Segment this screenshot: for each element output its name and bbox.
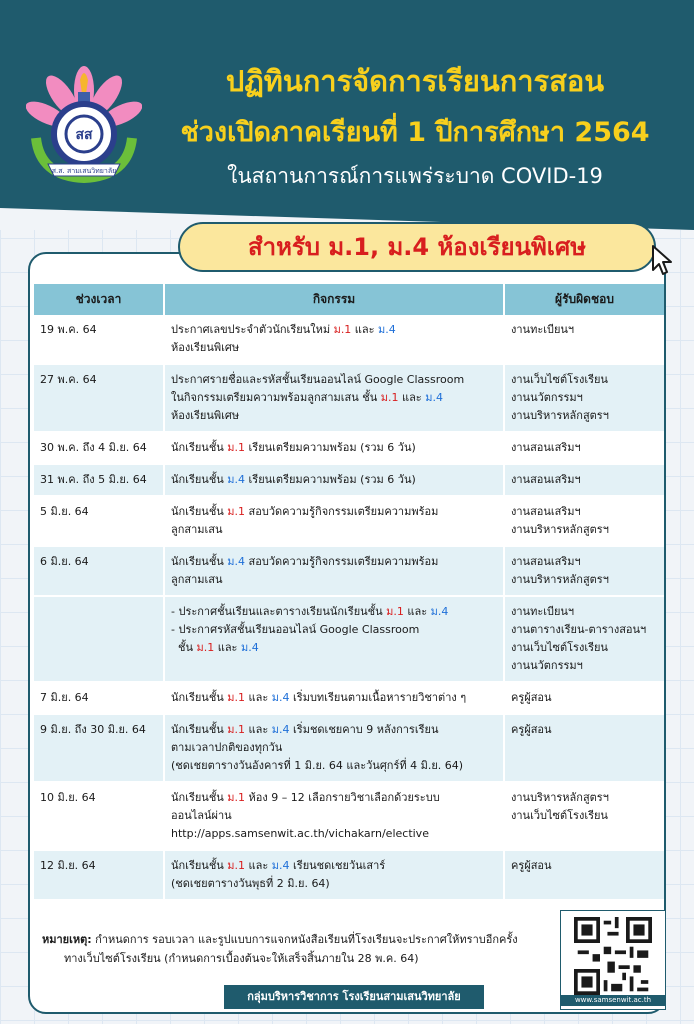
- school-logo: [26, 60, 142, 186]
- activity-text: สอบวัดความรู้กิจกรรมเตรียมความพร้อม: [245, 505, 439, 518]
- and-text: และ: [245, 723, 272, 736]
- responsible: งานบริหารหลักสูตรฯ: [511, 409, 609, 422]
- grade-m4: ม.4: [240, 641, 259, 654]
- qr-code[interactable]: [560, 910, 666, 1010]
- activity-text: (ชดเชยตารางวันอังคารที่ 1 มิ.ย. 64 และวันศุกร์ที่ 4 มิ.ย. 64): [171, 759, 464, 772]
- and-text: และ: [245, 691, 272, 704]
- table-row: [34, 464, 664, 496]
- page-title: ปฏิทินการจัดการเรียนการสอน: [225, 64, 605, 98]
- responsible: งานเว็บไซต์โรงเรียน: [511, 373, 608, 386]
- row-date: 6 มิ.ย. 64: [34, 546, 164, 596]
- table-row: [34, 714, 664, 782]
- activity-text: - ประกาศชั้นเรียนและตารางเรียนนักเรียนชั้น: [171, 605, 387, 618]
- activity-text: เรียนชดเชยวันเสาร์: [289, 859, 386, 872]
- table-header-row: [34, 284, 664, 315]
- footnote-label: หมายเหตุ:: [42, 933, 92, 946]
- activity-text: นักเรียนชั้น: [171, 723, 228, 736]
- row-date: 31 พ.ค. ถึง 5 มิ.ย. 64: [34, 464, 164, 496]
- table-row: [34, 850, 664, 900]
- schedule-table: [34, 284, 664, 901]
- row-responsible: [504, 364, 664, 432]
- table-row: [34, 546, 664, 596]
- row-activity: [164, 464, 504, 496]
- row-date: 10 มิ.ย. 64: [34, 782, 164, 850]
- grade-m1: ม.1: [227, 791, 246, 804]
- activity-text: นักเรียนชั้น: [171, 859, 228, 872]
- page-subtitle: ช่วงเปิดภาคเรียนที่ 1 ปีการศึกษา 2564: [180, 117, 650, 148]
- row-date: 9 มิ.ย. ถึง 30 มิ.ย. 64: [34, 714, 164, 782]
- grade-m1: ม.1: [227, 691, 246, 704]
- row-activity: [164, 850, 504, 900]
- activity-text: นักเรียนชั้น: [171, 473, 228, 486]
- activity-text: นักเรียนชั้น: [171, 555, 228, 568]
- responsible: ครูผู้สอน: [511, 691, 552, 704]
- grade-m4: ม.4: [378, 323, 396, 336]
- row-responsible: [504, 596, 664, 682]
- responsible: งานนวัตกรรมฯ: [511, 391, 583, 404]
- responsible: งานเว็บไซต์โรงเรียน: [511, 809, 608, 822]
- activity-text: ในกิจกรรมเตรียมความพร้อมลูกสามเสน ชั้น: [171, 391, 381, 404]
- activity-text: (ชดเชยตารางวันพุธที่ 2 มิ.ย. 64): [171, 877, 330, 890]
- activity-text: ออนไลน์ผ่าน: [171, 809, 232, 822]
- responsible: งานตารางเรียน-ตารางสอนฯ: [511, 623, 647, 636]
- activity-text: ประกาศรายชื่อและรหัสชั้นเรียนออนไลน์ Google Classroom: [171, 373, 465, 386]
- row-activity: [164, 782, 504, 850]
- responsible: งานสอนเสริมฯ: [511, 505, 581, 518]
- row-date: 5 มิ.ย. 64: [34, 496, 164, 546]
- responsible: งานบริหารหลักสูตรฯ: [511, 573, 609, 586]
- grade-m1: ม.1: [380, 391, 399, 404]
- responsible: ครูผู้สอน: [511, 859, 552, 872]
- row-activity: [164, 496, 504, 546]
- table-row: [34, 782, 664, 850]
- activity-text: - ประกาศรหัสชั้นเรียนออนไลน์ Google Classroom: [171, 623, 420, 636]
- grade-m1: ม.1: [227, 723, 246, 736]
- row-activity: [164, 546, 504, 596]
- activity-text: เริ่มบทเรียนตามเนื้อหารายวิชาต่าง ๆ: [289, 691, 467, 704]
- row-responsible: [504, 682, 664, 714]
- row-responsible: [504, 432, 664, 464]
- activity-text: เริ่มชดเชยคาบ 9 หลังการเรียน: [289, 723, 439, 736]
- svg-text:ส.ส. สามเสนวิทยาลัย: ส.ส. สามเสนวิทยาลัย: [51, 167, 117, 175]
- footnote-line2: ทางเว็บไซต์โรงเรียน (กำหนดการเบื้องต้นจะให้เสร็จสิ้นภายใน 28 พ.ค. 64): [64, 952, 419, 965]
- row-responsible: [504, 714, 664, 782]
- activity-text: ลูกสามเสน: [171, 573, 223, 586]
- qr-code-icon: [573, 917, 653, 995]
- grade-m4: ม.4: [227, 473, 246, 486]
- col-header-time: ช่วงเวลา: [34, 284, 164, 315]
- grade-m4: ม.4: [227, 555, 246, 568]
- and-text: และ: [403, 605, 431, 618]
- row-activity: [164, 596, 504, 682]
- responsible: งานบริหารหลักสูตรฯ: [511, 791, 609, 804]
- grade-m1: ม.1: [227, 505, 246, 518]
- row-responsible: [504, 464, 664, 496]
- activity-text: ตามเวลาปกติของทุกวัน: [171, 741, 283, 754]
- activity-text: นักเรียนชั้น: [171, 691, 228, 704]
- activity-text: นักเรียนชั้น: [171, 441, 228, 454]
- activity-text: ชั้น: [178, 641, 197, 654]
- responsible: งานสอนเสริมฯ: [511, 555, 581, 568]
- grade-m1: ม.1: [227, 441, 246, 454]
- grade-m4: ม.4: [425, 391, 443, 404]
- footer-department: กลุ่มบริหารวิชาการ โรงเรียนสามเสนวิทยาลัย: [224, 985, 484, 1009]
- row-responsible: [504, 315, 664, 364]
- responsible: งานเว็บไซต์โรงเรียน: [511, 641, 608, 654]
- row-date: 12 มิ.ย. 64: [34, 850, 164, 900]
- grade-m1: ม.1: [333, 323, 352, 336]
- row-activity: [164, 364, 504, 432]
- table-row: [34, 432, 664, 464]
- activity-text: เรียนเตรียมความพร้อม (รวม 6 วัน): [245, 473, 416, 486]
- table-row: [34, 682, 664, 714]
- responsible: ครูผู้สอน: [511, 723, 552, 736]
- grade-m1: ม.1: [227, 859, 246, 872]
- and-text: และ: [245, 859, 272, 872]
- grade-m1: ม.1: [196, 641, 215, 654]
- page-subtitle-covid: ในสถานการณ์การแพร่ระบาด COVID-19: [227, 164, 603, 188]
- table-row: [34, 364, 664, 432]
- cursor-icon: [649, 244, 677, 276]
- table-row: [34, 496, 664, 546]
- grade-m4: ม.4: [430, 605, 449, 618]
- responsible: งานนวัตกรรมฯ: [511, 659, 583, 672]
- row-responsible: [504, 782, 664, 850]
- footnote-line1: กำหนดการ รอบเวลา และรูปแบบการแจกหนังสือเรียนที่โรงเรียนจะประกาศให้ทราบอีกครั้ง: [91, 933, 518, 946]
- row-date: 30 พ.ค. ถึง 4 มิ.ย. 64: [34, 432, 164, 464]
- activity-text: ห้อง 9 – 12 เลือกรายวิชาเลือกด้วยระบบ: [245, 791, 440, 804]
- responsible: งานสอนเสริมฯ: [511, 441, 581, 454]
- svg-text:สส: สส: [75, 127, 93, 143]
- responsible: งานสอนเสริมฯ: [511, 473, 581, 486]
- activity-text: เรียนเตรียมความพร้อม (รวม 6 วัน): [245, 441, 416, 454]
- row-date: 19 พ.ค. 64: [34, 315, 164, 364]
- row-activity: [164, 682, 504, 714]
- grade-m4: ม.4: [271, 859, 290, 872]
- row-activity: [164, 432, 504, 464]
- activity-text: ห้องเรียนพิเศษ: [171, 341, 240, 354]
- row-date: [34, 596, 164, 682]
- col-header-responsible: ผู้รับผิดชอบ: [504, 284, 664, 315]
- activity-text: นักเรียนชั้น: [171, 505, 228, 518]
- elective-url: http://apps.samsenwit.ac.th/vichakarn/elective: [171, 827, 429, 840]
- row-responsible: [504, 850, 664, 900]
- activity-text: นักเรียนชั้น: [171, 791, 228, 804]
- responsible: งานทะเบียนฯ: [511, 605, 575, 618]
- and-text: และ: [214, 641, 241, 654]
- row-responsible: [504, 496, 664, 546]
- audience-banner: สำหรับ ม.1, ม.4 ห้องเรียนพิเศษ: [178, 222, 656, 272]
- col-header-activity: กิจกรรม: [164, 284, 504, 315]
- activity-text: สอบวัดความรู้กิจกรรมเตรียมความพร้อม: [245, 555, 439, 568]
- row-date: 7 มิ.ย. 64: [34, 682, 164, 714]
- activity-text: ห้องเรียนพิเศษ: [171, 409, 240, 422]
- row-activity: [164, 714, 504, 782]
- responsible: งานบริหารหลักสูตรฯ: [511, 523, 609, 536]
- table-row: [34, 596, 664, 682]
- grade-m1: ม.1: [386, 605, 404, 618]
- grade-m4: ม.4: [271, 723, 290, 736]
- grade-m4: ม.4: [271, 691, 290, 704]
- table-row: [34, 315, 664, 364]
- activity-text: ประกาศเลขประจำตัวนักเรียนใหม่: [171, 323, 334, 336]
- qr-url: www.samsenwit.ac.th: [561, 995, 665, 1006]
- row-responsible: [504, 546, 664, 596]
- responsible: งานทะเบียนฯ: [511, 323, 575, 336]
- row-date: 27 พ.ค. 64: [34, 364, 164, 432]
- footnote: [42, 930, 547, 968]
- row-activity: [164, 315, 504, 364]
- activity-text: ลูกสามเสน: [171, 523, 223, 536]
- and-text: และ: [351, 323, 379, 336]
- and-text: และ: [398, 391, 426, 404]
